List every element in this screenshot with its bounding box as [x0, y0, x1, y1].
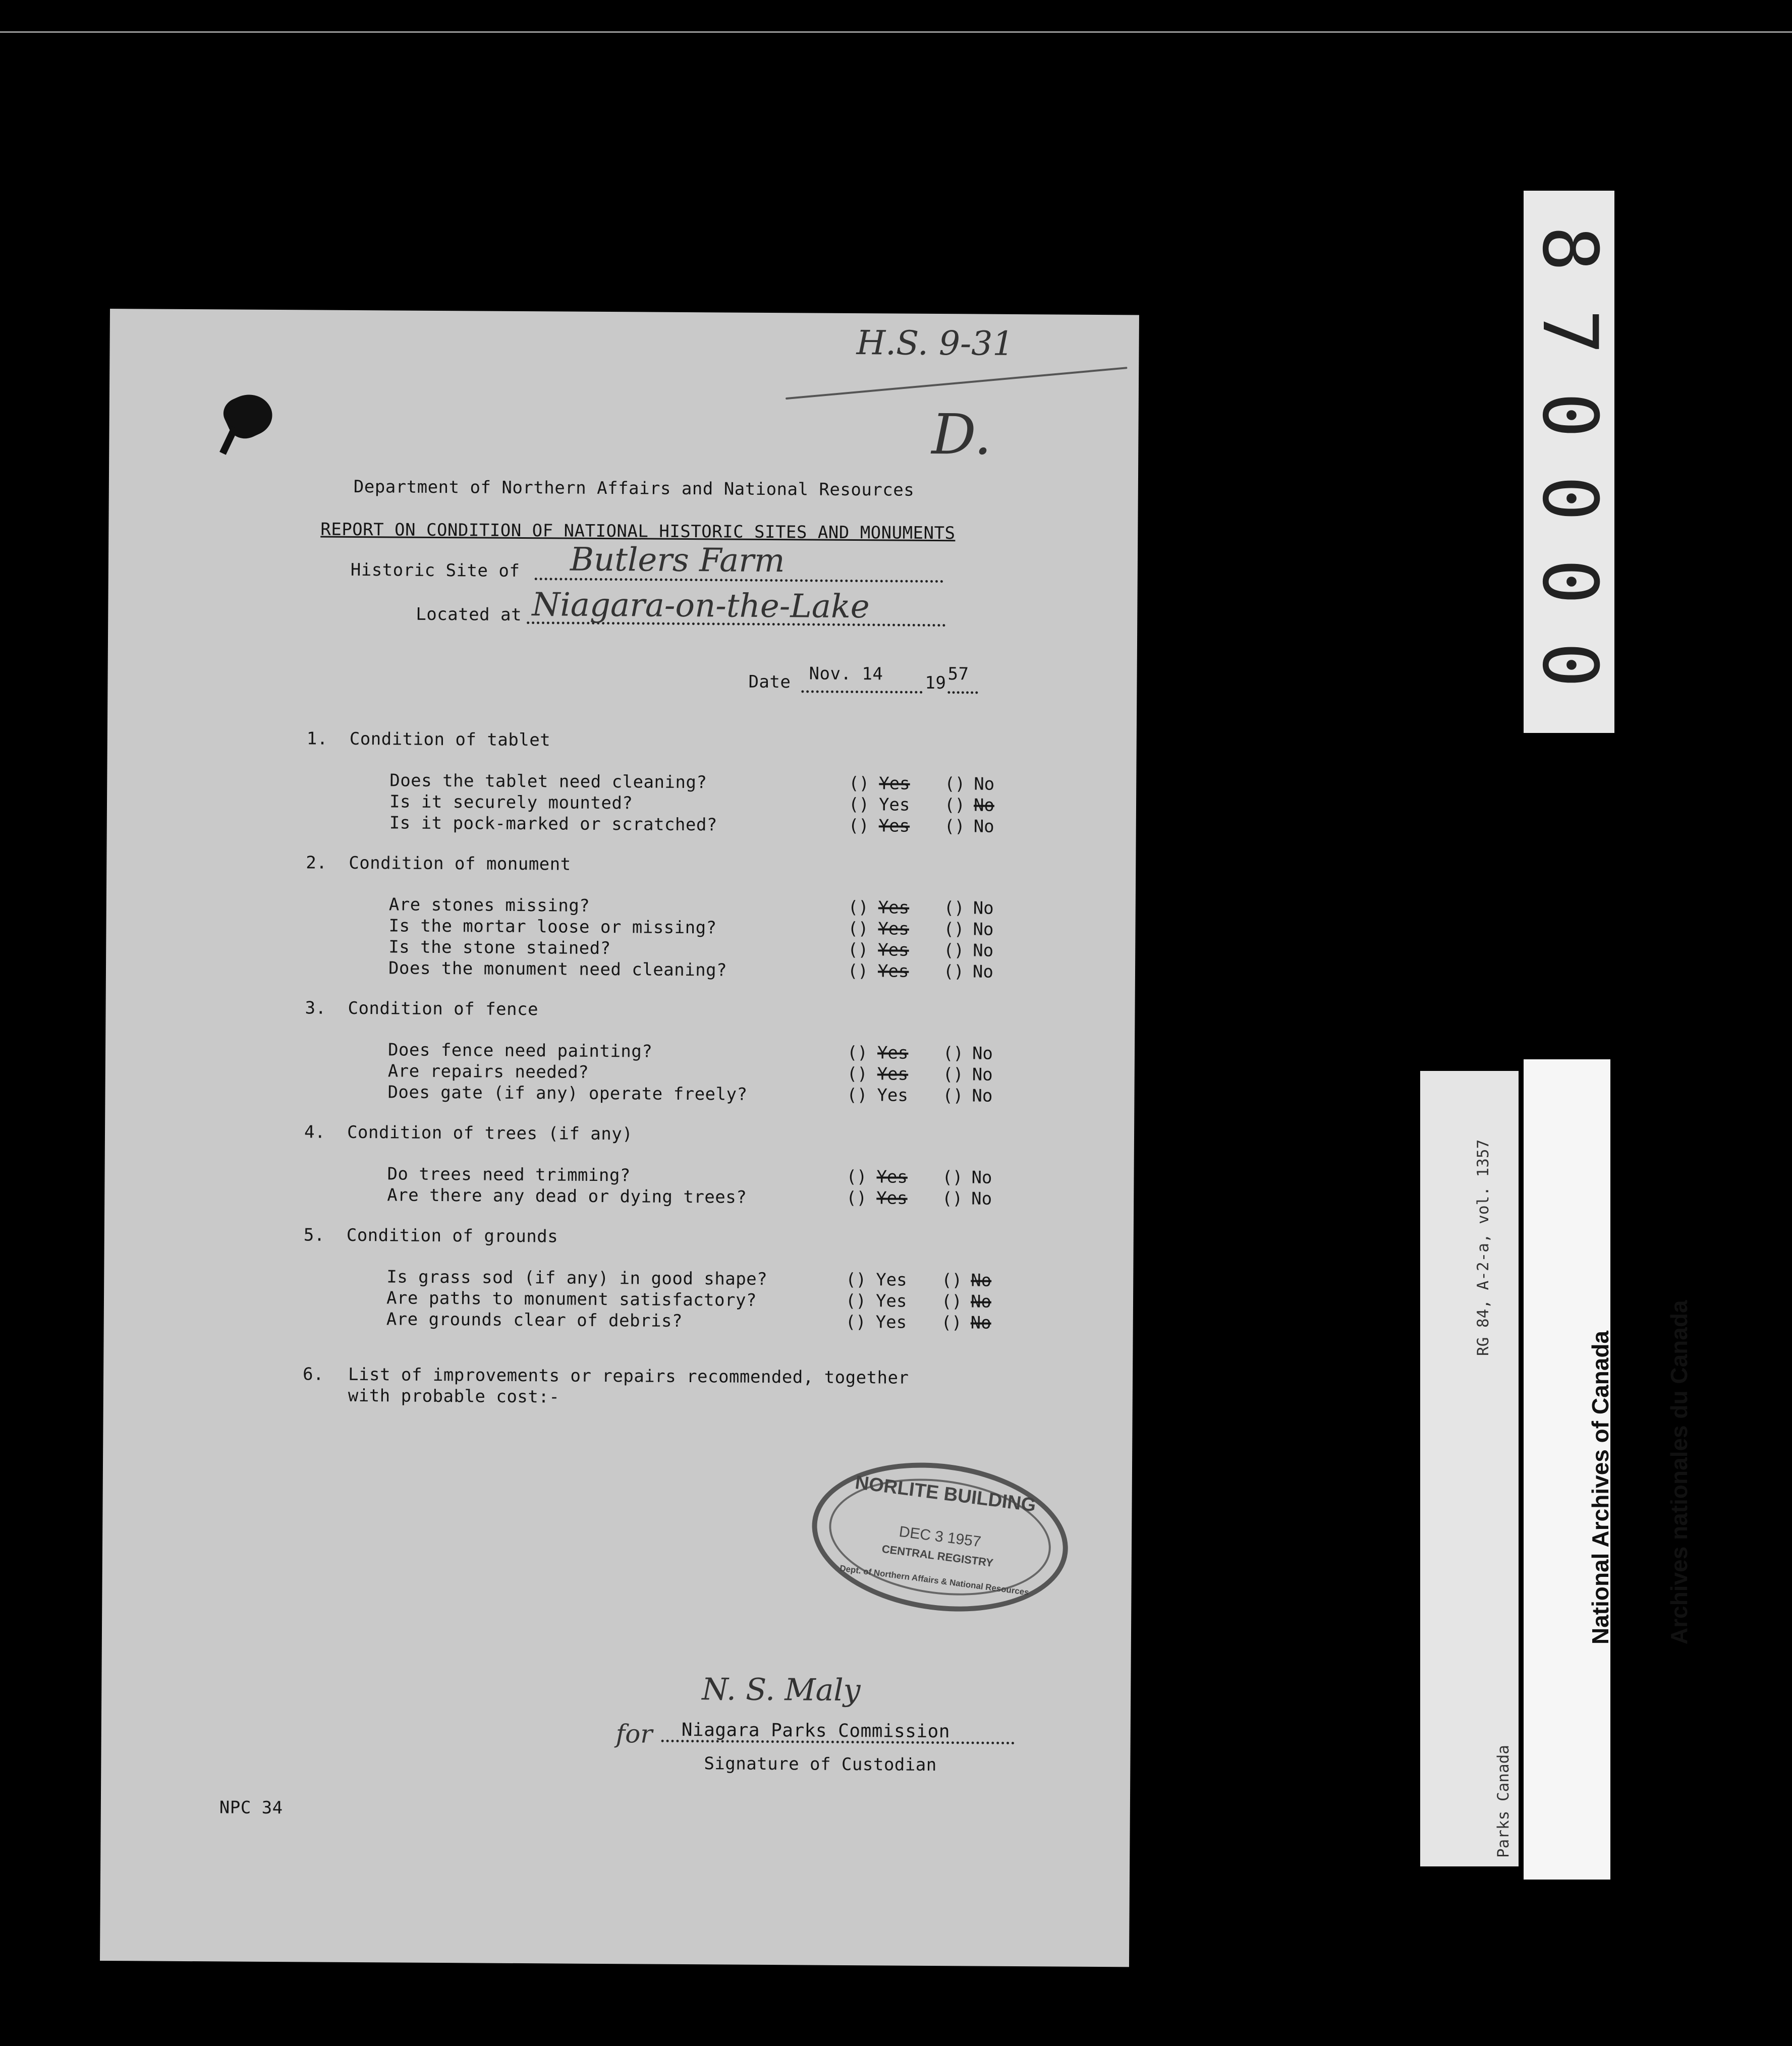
item-6-line1: List of improvements or repairs recommended, together [348, 1364, 909, 1388]
yes-option: Yes [879, 773, 910, 794]
yes-checkbox: () [848, 939, 869, 960]
yes-checkbox: () [847, 1042, 868, 1063]
section-4-title: Condition of trees (if any) [347, 1122, 633, 1145]
date-value: Nov. 14 [809, 663, 883, 685]
report-title: REPORT ON CONDITION OF NATIONAL HISTORIC SITES AND MONUMENTS [320, 519, 956, 544]
question-text: Does the tablet need cleaning? [389, 770, 707, 793]
yes-checkbox: () [847, 1085, 868, 1106]
section-2-title: Condition of monument [349, 852, 571, 875]
yes-option: Yes [876, 1270, 907, 1290]
archives-name: National Archives of Canada Archives nationales du Canada [1587, 1300, 1692, 1644]
no-option: No [973, 940, 994, 961]
no-checkbox: () [943, 898, 965, 919]
signature-caption: Signature of Custodian [704, 1753, 937, 1776]
no-option: No [972, 1064, 993, 1085]
yes-checkbox: () [847, 1063, 868, 1085]
historic-site-label: Historic Site of [350, 559, 520, 581]
no-option: No [970, 1291, 992, 1312]
question-text: Is the stone stained? [388, 937, 611, 959]
no-option: No [972, 1086, 993, 1106]
yes-checkbox: () [849, 773, 870, 794]
frame-digit: 0 [1526, 392, 1613, 438]
ink-blot-tail [219, 426, 238, 455]
section-5-title: Condition of grounds [346, 1225, 558, 1247]
handwritten-initial: D. [931, 402, 992, 467]
stamp-registry: CENTRAL REGISTRY [881, 1542, 994, 1569]
date-label: Date [748, 671, 791, 693]
frame-digit: 7 [1526, 309, 1613, 355]
located-at-label: Located at [416, 604, 522, 625]
pen-stroke [786, 367, 1128, 400]
no-checkbox: () [941, 1270, 963, 1291]
yes-checkbox: () [845, 1290, 867, 1312]
signature-organization: Niagara Parks Commission [681, 1719, 950, 1742]
yes-checkbox: () [846, 1187, 867, 1209]
archives-label [1524, 1059, 1692, 1880]
no-option: No [972, 1043, 993, 1064]
yes-checkbox: () [845, 1312, 866, 1333]
date-dotted-line [801, 690, 922, 693]
question-text: Are grounds clear of debris? [386, 1309, 683, 1331]
no-checkbox: () [944, 795, 966, 816]
no-option: No [973, 898, 994, 919]
section-3-number: 3. [305, 998, 326, 1018]
yes-checkbox: () [848, 918, 869, 939]
question-text: Is the mortar loose or missing? [388, 916, 717, 938]
no-option: No [973, 919, 994, 940]
custodian-signature: N. S. Maly [702, 1672, 861, 1709]
question-text: Does gate (if any) operate freely? [387, 1082, 748, 1105]
question-text: Are paths to monument satisfactory? [386, 1288, 757, 1311]
yes-checkbox: () [848, 815, 869, 836]
no-option: No [971, 1270, 992, 1291]
no-option: No [971, 1188, 992, 1209]
no-checkbox: () [943, 940, 965, 961]
yes-option: Yes [878, 897, 910, 918]
no-checkbox: () [942, 1188, 963, 1209]
yes-option: Yes [875, 1291, 907, 1312]
stamp-building: NORLITE BUILDING [854, 1471, 1037, 1516]
section-2-number: 2. [306, 852, 327, 873]
yes-option: Yes [876, 1188, 908, 1209]
no-checkbox: () [943, 961, 965, 982]
year-value: 57 [947, 664, 969, 685]
report-form-page [100, 309, 1139, 1967]
no-option: No [972, 961, 994, 982]
yes-checkbox: () [847, 960, 869, 982]
yes-checkbox: () [846, 1166, 867, 1187]
yes-checkbox: () [848, 794, 870, 815]
no-checkbox: () [942, 1086, 964, 1106]
yes-checkbox: () [846, 1269, 867, 1290]
question-text: Are repairs needed? [387, 1061, 589, 1083]
frame-digit: 0 [1526, 642, 1613, 688]
no-checkbox: () [944, 774, 966, 794]
no-checkbox: () [942, 1064, 964, 1085]
yes-option: Yes [875, 1312, 907, 1333]
no-option: No [973, 816, 994, 837]
stamp-department: Dept. of Northern Affairs & National Resources [839, 1563, 1030, 1598]
handwritten-file-ref: H.S. 9-31 [856, 323, 1014, 363]
no-checkbox: () [941, 1291, 963, 1312]
no-checkbox: () [941, 1313, 962, 1333]
yes-checkbox: () [848, 897, 869, 918]
question-text: Are stones missing? [388, 894, 590, 916]
film-edge-line [0, 31, 1792, 33]
yes-option: Yes [877, 1043, 909, 1063]
no-checkbox: () [942, 1167, 963, 1188]
no-checkbox: () [943, 919, 965, 940]
yes-option: Yes [876, 1167, 908, 1187]
frame-digit: 0 [1526, 558, 1613, 605]
no-checkbox: () [944, 816, 965, 837]
no-option: No [974, 774, 995, 794]
no-option: No [973, 795, 995, 816]
frame-digit: 0 [1526, 475, 1613, 522]
section-3-title: Condition of fence [348, 998, 539, 1020]
item-6-number: 6. [302, 1364, 324, 1385]
agency-text: Parks Canada [1494, 1745, 1513, 1858]
located-at-value: Niagara-on-the-Lake [532, 586, 870, 626]
department-name: Department of Northern Affairs and National Resources [353, 476, 915, 500]
registry-stamp [803, 1448, 1077, 1626]
historic-site-value: Butlers Farm [570, 541, 785, 580]
frame-digit: 8 [1526, 225, 1613, 272]
frame-number-strip [1524, 191, 1614, 733]
no-checkbox: () [942, 1043, 964, 1064]
question-text: Are there any dead or dying trees? [387, 1185, 747, 1208]
section-5-number: 5. [303, 1225, 325, 1245]
question-text: Does the monument need cleaning? [388, 958, 727, 981]
section-1-number: 1. [306, 728, 328, 749]
year-dotted-line [947, 691, 978, 694]
question-text: Is it pock-marked or scratched? [389, 813, 717, 835]
question-text: Is grass sod (if any) in good shape? [386, 1267, 768, 1289]
yes-option: Yes [877, 1064, 909, 1085]
section-4-number: 4. [304, 1122, 326, 1143]
question-text: Does fence need painting? [387, 1040, 653, 1062]
yes-option: Yes [878, 919, 910, 939]
question-text: Is it securely mounted? [389, 791, 633, 814]
no-option: No [970, 1313, 991, 1333]
section-1-title: Condition of tablet [349, 728, 551, 751]
stamp-date: DEC 3 1957 [898, 1523, 982, 1551]
no-option: No [971, 1167, 992, 1188]
question-text: Do trees need trimming? [387, 1164, 631, 1186]
yes-option: Yes [877, 961, 909, 982]
yes-option: Yes [878, 816, 910, 836]
yes-option: Yes [878, 940, 909, 960]
yes-option: Yes [878, 794, 910, 815]
item-6-line2: with probable cost:- [348, 1385, 560, 1407]
year-prefix: 19 [925, 672, 946, 694]
archive-reference-label [1420, 1071, 1519, 1866]
form-code: NPC 34 [219, 1797, 283, 1818]
archive-ref-text: RG 84, A-2-a, vol. 1357 [1474, 1139, 1492, 1356]
yes-option: Yes [877, 1085, 909, 1106]
signature-for-prefix: for [615, 1719, 653, 1749]
